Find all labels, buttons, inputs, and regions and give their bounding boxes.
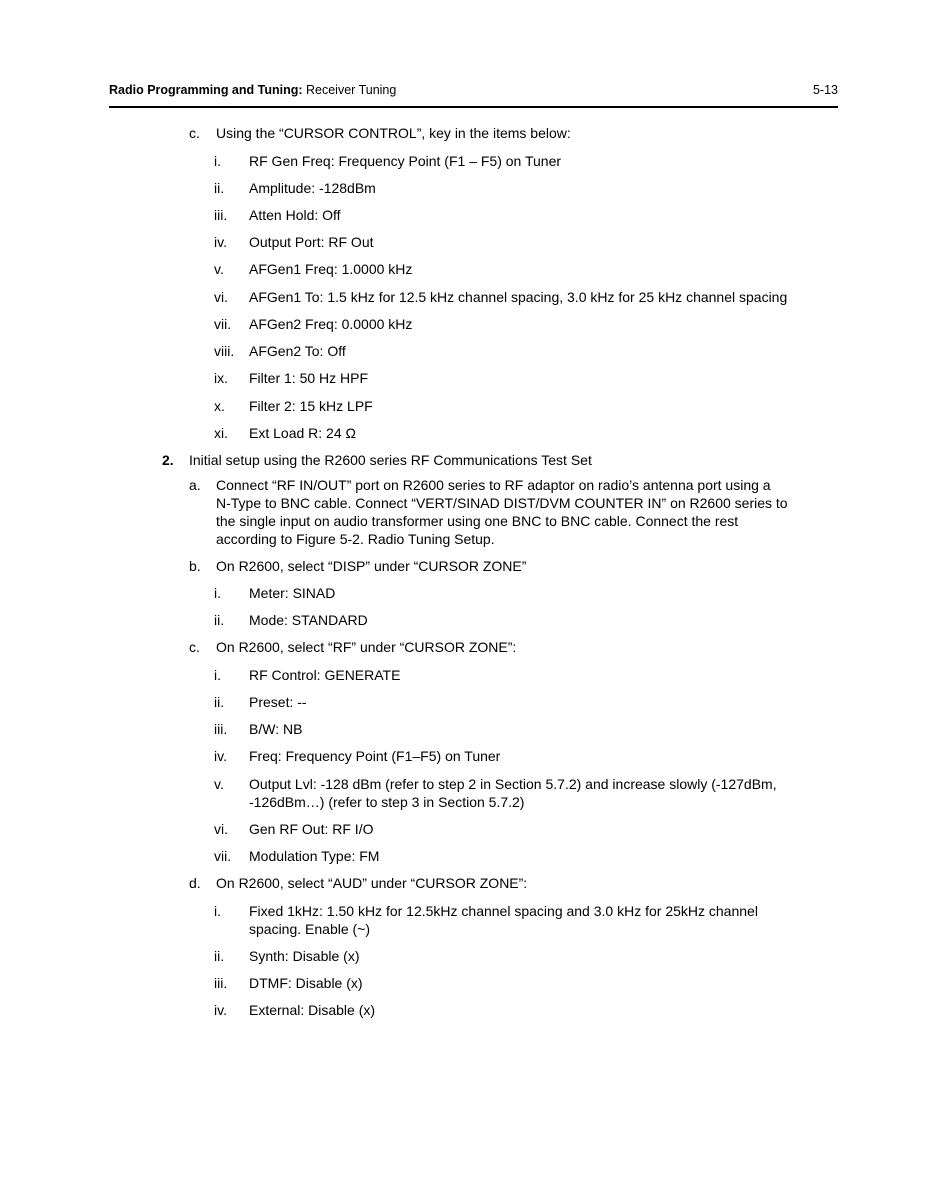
- list-label: i.: [214, 667, 221, 683]
- list-text: Synth: Disable (x): [249, 948, 360, 964]
- list-label: vii.: [214, 848, 232, 864]
- step-text: Initial setup using the R2600 series RF Communications Test Set: [189, 452, 592, 468]
- list-text: Meter: SINAD: [249, 585, 336, 601]
- list-text: Filter 1: 50 Hz HPF: [249, 370, 369, 386]
- list-label: iii.: [214, 207, 228, 223]
- list-text: AFGen2 Freq: 0.0000 kHz: [249, 316, 413, 332]
- list-text: External: Disable (x): [249, 1002, 376, 1018]
- header-subsection-title: Receiver Tuning: [306, 83, 397, 97]
- list-label: a.: [189, 477, 201, 493]
- list-label: vi.: [214, 821, 228, 837]
- list-label: i.: [214, 903, 221, 919]
- list-label: iv.: [214, 1002, 227, 1018]
- list-label: b.: [189, 558, 201, 574]
- list-text: Ext Load R: 24 Ω: [249, 425, 356, 441]
- list-text: Output Lvl: -128 dBm (refer to step 2 in Section 5.7.2) and increase slowly (-127dBm,: [249, 776, 777, 792]
- list-text: On R2600, select “DISP” under “CURSOR ZONE”: [216, 558, 527, 574]
- list-label: iv.: [214, 748, 227, 764]
- list-label: ix.: [214, 370, 228, 386]
- list-text: Using the “CURSOR CONTROL”, key in the items below:: [216, 125, 571, 141]
- list-label: v.: [214, 776, 224, 792]
- list-text: N-Type to BNC cable. Connect “VERT/SINAD DIST/DVM COUNTER IN” on R2600 series to: [216, 495, 788, 511]
- list-label: ii.: [214, 180, 225, 196]
- page-number: 5-13: [812, 83, 838, 97]
- list-label: vii.: [214, 316, 232, 332]
- list-text: Output Port: RF Out: [249, 234, 374, 250]
- list-label: i.: [214, 585, 221, 601]
- list-text: RF Control: GENERATE: [249, 667, 401, 683]
- list-label: iii.: [214, 975, 228, 991]
- list-text: B/W: NB: [249, 721, 303, 737]
- list-text: Fixed 1kHz: 1.50 kHz for 12.5kHz channel spacing and 3.0 kHz for 25kHz channel: [249, 903, 758, 919]
- list-text: spacing. Enable (~): [249, 921, 371, 937]
- step-number: 2.: [162, 452, 174, 468]
- list-label: d.: [189, 875, 201, 891]
- list-label: vi.: [214, 289, 228, 305]
- list-label: iv.: [214, 234, 227, 250]
- list-label: c.: [189, 639, 200, 655]
- list-text: RF Gen Freq: Frequency Point (F1 – F5) on Tuner: [249, 153, 562, 169]
- list-text: Atten Hold: Off: [249, 207, 341, 223]
- list-text: Filter 2: 15 kHz LPF: [249, 398, 373, 414]
- list-label: c.: [189, 125, 200, 141]
- list-text: Amplitude: -128dBm: [249, 180, 376, 196]
- list-text: Connect “RF IN/OUT” port on R2600 series to RF adaptor on radio’s antenna port using a: [216, 477, 771, 493]
- list-text: Modulation Type: FM: [249, 848, 380, 864]
- list-text: AFGen1 Freq: 1.0000 kHz: [249, 261, 413, 277]
- list-text: Freq: Frequency Point (F1–F5) on Tuner: [249, 748, 501, 764]
- list-label: ii.: [214, 694, 225, 710]
- list-text: On R2600, select “AUD” under “CURSOR ZONE”:: [216, 875, 528, 891]
- list-label: v.: [214, 261, 224, 277]
- page-header: [109, 82, 838, 98]
- list-text: On R2600, select “RF” under “CURSOR ZONE”:: [216, 639, 517, 655]
- list-label: ii.: [214, 948, 225, 964]
- list-label: viii.: [214, 343, 235, 359]
- list-text: -126dBm…) (refer to step 3 in Section 5.7.2): [249, 794, 525, 810]
- list-label: i.: [214, 153, 221, 169]
- header-rule: [109, 106, 838, 108]
- list-text: AFGen2 To: Off: [249, 343, 346, 359]
- list-label: ii.: [214, 612, 225, 628]
- list-text: Preset: --: [249, 694, 307, 710]
- list-text: Gen RF Out: RF I/O: [249, 821, 374, 837]
- list-text: according to Figure 5-2. Radio Tuning Setup.: [216, 531, 495, 547]
- list-text: the single input on audio transformer using one BNC to BNC cable. Connect the rest: [216, 513, 739, 529]
- list-text: AFGen1 To: 1.5 kHz for 12.5 kHz channel spacing, 3.0 kHz for 25 kHz channel spacing: [249, 289, 788, 305]
- list-label: xi.: [214, 425, 228, 441]
- list-label: x.: [214, 398, 225, 414]
- list-label: iii.: [214, 721, 228, 737]
- header-section-title: Radio Programming and Tuning:: [109, 83, 303, 97]
- list-text: DTMF: Disable (x): [249, 975, 363, 991]
- list-text: Mode: STANDARD: [249, 612, 368, 628]
